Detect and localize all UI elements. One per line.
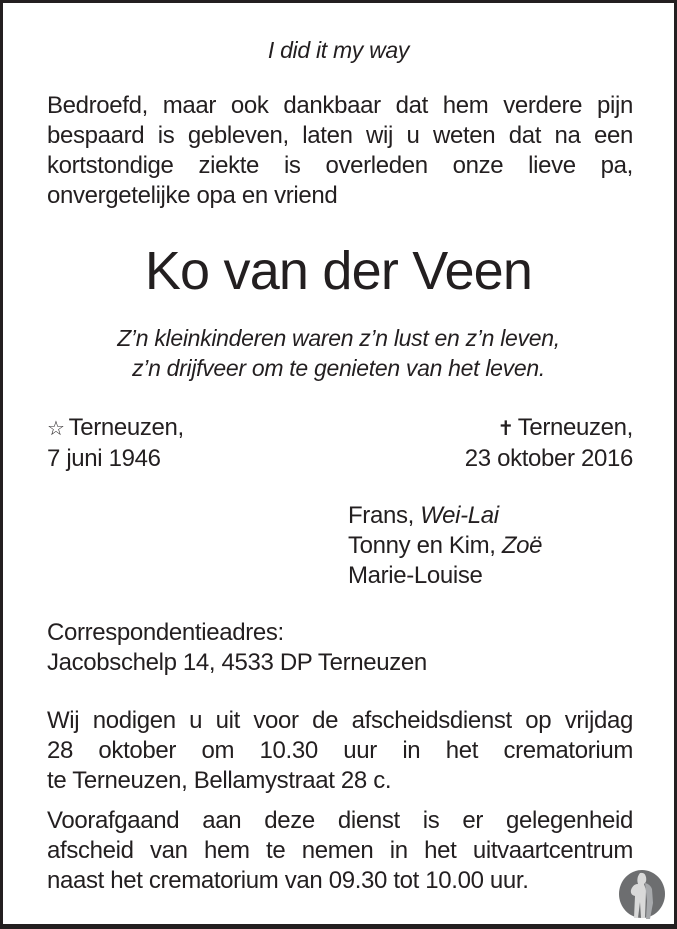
viewing-line: afscheid van hem te nemen in het uitvaartcentrum <box>47 837 633 864</box>
verse-line-1: Z’n kleinkinderen waren z’n lust en z’n leven, <box>117 325 560 351</box>
viewing-paragraph <box>47 806 633 896</box>
intro-line: kortstondige ziekte is overleden onze lieve pa, <box>47 152 633 179</box>
family-member <box>348 531 542 561</box>
family-names: Frans, <box>348 502 421 529</box>
correspondence-address <box>47 618 427 678</box>
family-list <box>348 501 542 591</box>
intro-paragraph <box>47 91 633 211</box>
verse <box>3 323 674 383</box>
memorial-figures-logo-icon <box>618 869 666 921</box>
motto: I did it my way <box>267 37 410 63</box>
viewing-line: naast het crematorium van 09.30 tot 10.00 uur. <box>47 867 529 894</box>
cross-icon: ✝ <box>497 418 514 440</box>
death-place: Terneuzen, <box>517 414 633 441</box>
verse-line-2: z’n drijfveer om te genieten van het leven. <box>132 355 545 381</box>
service-line: 28 oktober om 10.30 uur in het crematorium <box>47 737 633 764</box>
family-names: Marie-Louise <box>348 562 483 589</box>
grandchild-name: Wei-Lai <box>420 502 499 529</box>
viewing-line: Voorafgaand aan deze dienst is er gelegenheid <box>47 807 633 834</box>
star-icon: ☆ <box>47 418 65 440</box>
address-value: Jacobschelp 14, 4533 DP Terneuzen <box>47 649 427 676</box>
intro-line: Bedroefd, maar ook dankbaar dat hem verdere pijn <box>47 92 633 119</box>
family-member <box>348 561 542 591</box>
death-info <box>373 413 633 474</box>
service-paragraph <box>47 706 633 796</box>
deceased-name: Ko van der Veen <box>144 241 533 301</box>
birth-info <box>47 413 184 474</box>
address-label: Correspondentieadres: <box>47 619 284 646</box>
grandchild-name: Zoë <box>501 532 543 559</box>
intro-line: bespaard is gebleven, laten wij u weten dat na een <box>47 122 633 149</box>
birth-date: 7 juni 1946 <box>47 445 161 472</box>
intro-line: onvergetelijke opa en vriend <box>47 182 338 209</box>
family-member <box>348 501 542 531</box>
family-names: Tonny en Kim, <box>348 532 502 559</box>
death-date: 23 oktober 2016 <box>464 445 633 472</box>
birth-place: Terneuzen, <box>68 414 184 441</box>
service-line: Wij nodigen u uit voor de afscheidsdienst op vrijdag <box>47 707 633 734</box>
service-line: te Terneuzen, Bellamystraat 28 c. <box>47 767 392 794</box>
